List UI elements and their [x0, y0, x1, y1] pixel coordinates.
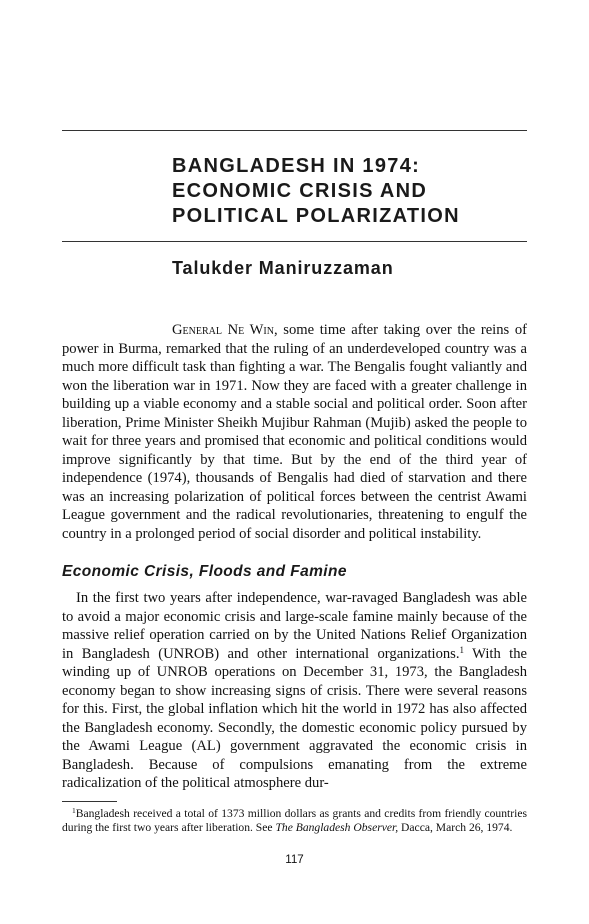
title-line-1: BANGLADESH IN 1974:	[172, 155, 421, 177]
section-text-1: In the first two years after independence, war-ravaged Bangladesh was able to avoid a major economic crisis and large-scale famine mainly because of the massive relief operation carried on by the United Nations Relief Organization in Bangladesh (UNROB) and other international organizations.	[62, 590, 527, 662]
section-heading: Economic Crisis, Floods and Famine	[62, 563, 347, 580]
footnote	[62, 807, 527, 836]
intro-text: some time after taking over the reins of power in Burma, remarked that the ruling of an underdeveloped country was a much more difficult task than fighting a war. The Bengalis fought valiantly and won the liberation war in 1971. Now they are faced with a greater challenge in building up a viable economy and a stable social and political order. Soon after liberation, Prime Minister Sheikh Mujibur Rahman (Mujib) asked the people to wait for three years and promised that economic and political conditions would improve significantly by that time. But by the end of the third year of independence (1974), thousands of Bengalis had died of starvation and there was an increasing polarization of political forces between the centrist Awami League government and the radical revolutionaries, threatening to engulf the country in a prolonged period of social disorder and political instability.	[62, 322, 527, 543]
top-rule	[62, 130, 527, 131]
footnote-source-rest: Dacca, March 26, 1974.	[398, 821, 513, 835]
footnote-ref: 1	[459, 644, 465, 655]
title-line-2: ECONOMIC CRISIS AND	[172, 180, 428, 202]
page-number: 117	[285, 853, 304, 866]
section-paragraph	[62, 589, 527, 793]
footnote-rule	[62, 801, 117, 802]
intro-paragraph	[62, 321, 527, 544]
intro-block	[62, 321, 527, 544]
footnote-marker: 1	[72, 806, 76, 815]
footnote-text: Bangladesh received a total of 1373 million dollars as grants and credits from friendly countries during the first two years after liberation. See	[62, 807, 527, 835]
article-title	[172, 154, 460, 229]
intro-lead: General Ne Win,	[172, 322, 278, 338]
section-body	[62, 589, 527, 793]
footnote-source: The Bangladesh Observer,	[275, 821, 399, 835]
title-rule	[62, 241, 527, 242]
author-name: Talukder Maniruzzaman	[172, 258, 394, 278]
title-line-3: POLITICAL POLARIZATION	[172, 205, 460, 227]
section-text-2: With the winding up of UNROB operations on December 31, 1973, the Bangladesh economy began to show increasing signs of crisis. There were several reasons for this. First, the global inflation which hit the world in 1972 has also affected the Bangladesh economy. Secondly, the domestic economic policy pursued by the Awami League (AL) government aggravated the economic crisis in Bangladesh. Because of compulsions emanating from the extreme radicalization of the political atmosphere dur-	[62, 645, 527, 792]
